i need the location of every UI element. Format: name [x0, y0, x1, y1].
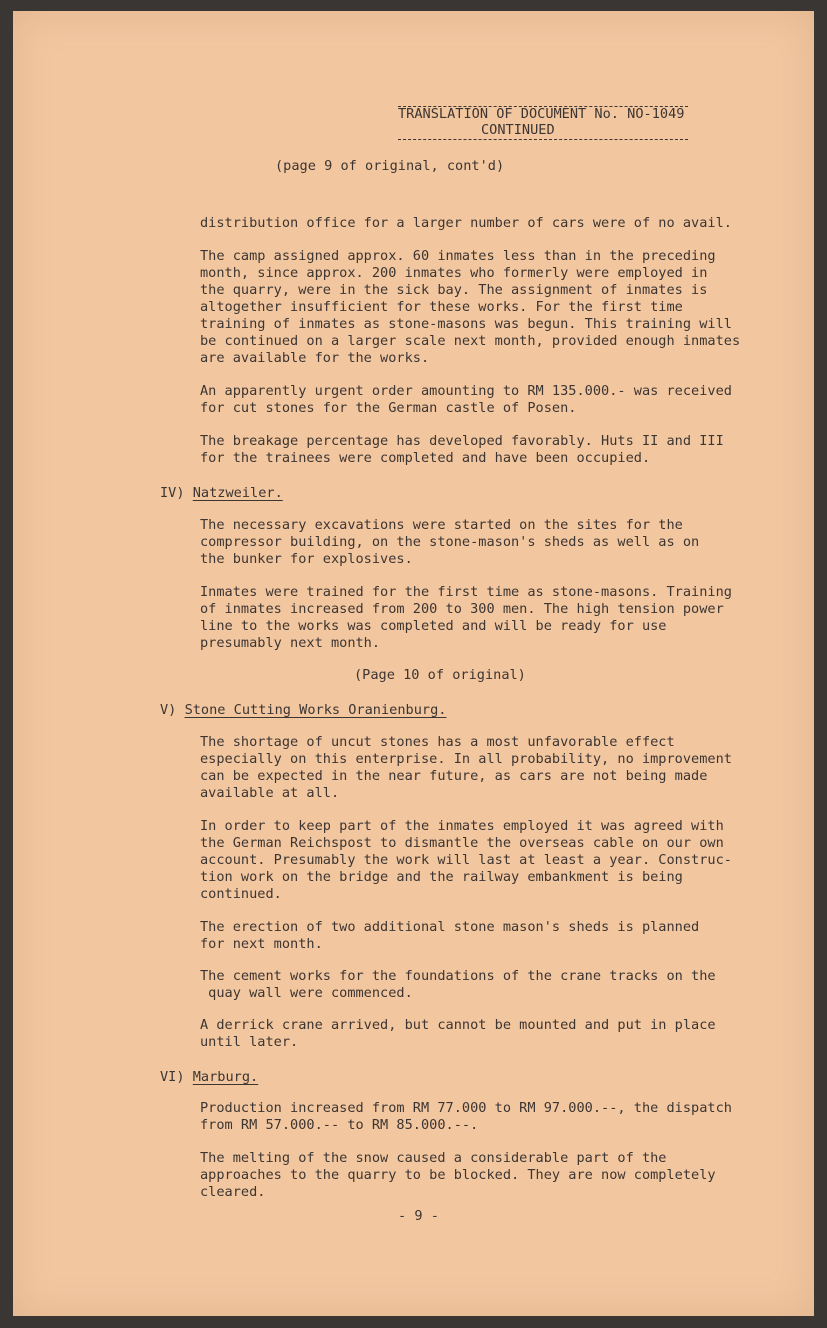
- para2-line: for cut stones for the German castle of Posen.: [200, 400, 577, 416]
- section-iv-heading: [160, 485, 283, 502]
- section-vi-heading: [160, 1069, 258, 1086]
- para9-line: The cement works for the foundations of the crane tracks on the: [200, 968, 716, 984]
- section-title: Stone Cutting Works Oranienburg.: [184, 702, 447, 718]
- document-subtitle: CONTINUED: [481, 122, 555, 138]
- intro-line: distribution office for a larger number of cars were of no avail.: [200, 215, 732, 231]
- header-bottom-rule: [398, 139, 688, 140]
- para4-line: compressor building, on the stone-mason's sheds as well as on: [200, 534, 700, 550]
- para7-line: account. Presumably the work will last at least a year. Construc-: [200, 852, 732, 868]
- section-number: IV): [160, 485, 185, 501]
- section-v-heading: [160, 702, 446, 719]
- para8-line: for next month.: [200, 936, 323, 952]
- para4-line: the bunker for explosives.: [200, 551, 413, 567]
- para7-line: continued.: [200, 886, 282, 902]
- section-title: Natzweiler.: [192, 485, 283, 501]
- page-number: - 9 -: [398, 1208, 439, 1224]
- section-title: Marburg.: [192, 1069, 259, 1085]
- section-number: VI): [160, 1069, 185, 1085]
- para1-line: are available for the works.: [200, 350, 430, 366]
- para1-line: altogether insufficient for these works. For the first time: [200, 299, 683, 315]
- para3-line: The breakage percentage has developed favorably. Huts II and III: [200, 433, 724, 449]
- para7-line: In order to keep part of the inmates employed it was agreed with: [200, 818, 724, 834]
- document-title: TRANSLATION OF DOCUMENT No. NO-1049: [398, 106, 685, 122]
- para1-line: The camp assigned approx. 60 inmates less than in the preceding: [200, 248, 716, 264]
- para12-line: cleared.: [200, 1184, 266, 1200]
- para1-line: month, since approx. 200 inmates who formerly were employed in: [200, 265, 708, 281]
- para3-line: for the trainees were completed and have been occupied.: [200, 450, 651, 466]
- para1-line: the quarry, were in the sick bay. The assignment of inmates is: [200, 282, 708, 298]
- para7-line: tion work on the bridge and the railway embankment is being: [200, 869, 683, 885]
- para12-line: The melting of the snow caused a considerable part of the: [200, 1150, 667, 1166]
- para5-line: of inmates increased from 200 to 300 men. The high tension power: [200, 601, 724, 617]
- para5-line: presumably next month.: [200, 635, 381, 651]
- para7-line: the German Reichspost to dismantle the overseas cable on our own: [200, 835, 724, 851]
- para10-line: A derrick crane arrived, but cannot be mounted and put in place: [200, 1017, 716, 1033]
- para10-line: until later.: [200, 1034, 299, 1050]
- para1-line: training of inmates as stone-masons was begun. This training will: [200, 316, 732, 332]
- para11-line: Production increased from RM 77.000 to RM 97.000.--, the dispatch: [200, 1100, 732, 1116]
- para9-line: quay wall were commenced.: [200, 985, 413, 1001]
- para6-line: The shortage of uncut stones has a most unfavorable effect: [200, 734, 675, 750]
- para4-line: The necessary excavations were started on the sites for the: [200, 517, 683, 533]
- para1-line: be continued on a larger scale next month, provided enough inmates: [200, 333, 741, 349]
- para5-line: line to the works was completed and will be ready for use: [200, 618, 667, 634]
- para2-line: An apparently urgent order amounting to RM 135.000.- was received: [200, 383, 732, 399]
- page-note-top: (page 9 of original, cont'd): [275, 158, 505, 174]
- para11-line: from RM 57.000.-- to RM 85.000.--.: [200, 1117, 479, 1133]
- para5-line: Inmates were trained for the first time as stone-masons. Training: [200, 584, 732, 600]
- para8-line: The erection of two additional stone mason's sheds is planned: [200, 919, 700, 935]
- para6-line: can be expected in the near future, as cars are not being made: [200, 768, 708, 784]
- section-number: V): [160, 702, 177, 718]
- para6-line: available at all.: [200, 785, 340, 801]
- page-note-mid: (Page 10 of original): [354, 667, 526, 683]
- para6-line: especially on this enterprise. In all probability, no improvement: [200, 751, 732, 767]
- para12-line: approaches to the quarry to be blocked. They are now completely: [200, 1167, 716, 1183]
